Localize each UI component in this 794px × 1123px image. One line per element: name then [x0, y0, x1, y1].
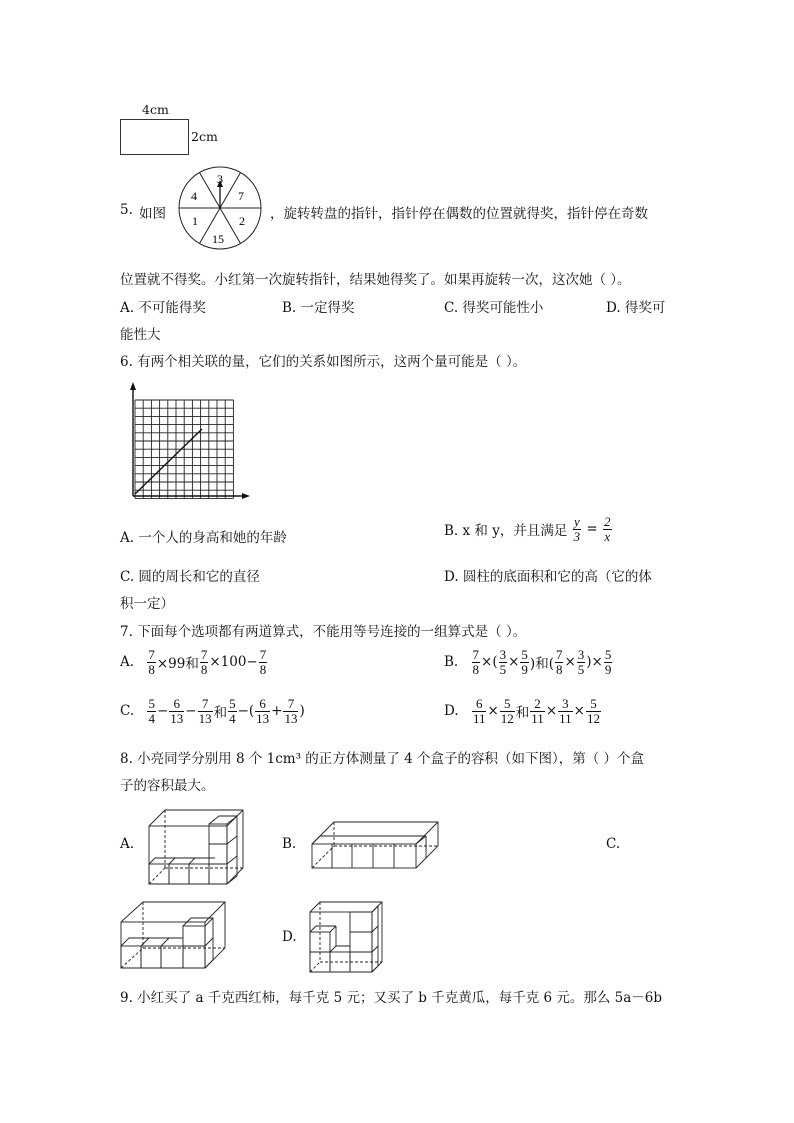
spinner-number: 1: [192, 214, 198, 228]
q8-option-d-label[interactable]: D.: [282, 929, 297, 945]
q5-line2: 位置就不得奖。小红第一次旋转指针，结果她得奖了。如果再旋转一次，这次她（ ）。: [120, 272, 631, 288]
q8-line1: 8. 小亮同学分别用 8 个 1cm³ 的正方体测量了 4 个盒子的容积（如下图），第（ ）个盒: [120, 751, 645, 767]
q8-option-b-label[interactable]: B.: [282, 836, 297, 852]
q5-option-a[interactable]: A. 不可能得奖: [120, 300, 206, 316]
q5-post: ，旋转转盘的指针，指针停在偶数的位置就得奖，指针停在奇数: [270, 206, 648, 222]
q7-option-b[interactable]: B. $\frac{7}{8}$ ×( $\frac{3}{5}$ × $\frac{5}{9}$ )和( $\frac{7}{8}$ × $\frac{3}{5}$ )× $\frac{5}{9}$: [444, 647, 612, 677]
box-a-figure: [147, 806, 247, 886]
spinner-figure: [176, 166, 264, 250]
q8-option-a-label[interactable]: A.: [120, 836, 135, 852]
q8-line2: 子的容积最大。: [120, 778, 215, 794]
q6-question: 6. 有两个相关联的量，它们的关系如图所示，这两个量可能是（ ）。: [120, 354, 527, 370]
q7-option-d[interactable]: D. $\frac{6}{11}$ × $\frac{5}{12}$ 和 $\frac{2}{11}$ × $\frac{3}{11}$ × $\frac{5}{12}$: [444, 696, 600, 726]
spinner-number: 2: [239, 214, 245, 228]
spinner-number: 7: [238, 189, 244, 203]
q8-option-c-label[interactable]: C.: [606, 836, 621, 852]
box-d-figure: [308, 900, 384, 974]
proportional-line: [135, 429, 202, 494]
box-c-figure: [119, 900, 229, 970]
spinner-number: 3: [217, 172, 223, 186]
spinner-number: 4: [191, 189, 197, 203]
x-axis-arrow-icon: [242, 493, 250, 499]
box-b-figure: [310, 820, 442, 870]
q9-question: 9. 小红买了 a 千克西红柿，每千克 5 元；又买了 b 千克黄瓜，每千克 6 元。那么 5a－6b: [120, 990, 663, 1006]
y-axis-arrow-icon: [130, 382, 136, 390]
q7-option-a[interactable]: A. $\frac{7}{8}$ ×99和 $\frac{7}{8}$ ×100− $\frac{7}{8}$: [120, 647, 267, 677]
q6-grid-graph: [122, 380, 252, 500]
q5-option-d[interactable]: D. 得奖可: [606, 300, 666, 316]
q5-option-c[interactable]: C. 得奖可能性小: [444, 300, 544, 316]
q6-option-b[interactable]: B. x 和 y，并且满足 $\frac{y}{3}$ = $\frac{2}{x}$: [444, 514, 611, 544]
q6-option-d[interactable]: D. 圆柱的底面积和它的高（它的体: [444, 569, 652, 585]
rect-height-label: 2cm: [191, 129, 218, 144]
q5-pre: 如图: [139, 206, 166, 222]
q6-option-a[interactable]: A. 一个人的身高和她的年龄: [120, 530, 287, 546]
rectangle-shape: [120, 119, 189, 155]
q5-option-b[interactable]: B. 一定得奖: [282, 300, 355, 316]
q6-option-b-text: B. x 和 y，并且满足: [444, 523, 568, 540]
rect-width-label: 4cm: [142, 102, 169, 117]
q5-number: 5.: [120, 202, 133, 218]
q5-option-d-cont: 能性大: [120, 327, 161, 343]
spinner-number: 15: [212, 232, 224, 246]
q6-option-c[interactable]: C. 圆的周长和它的直径: [120, 569, 260, 585]
q7-option-c[interactable]: C. $\frac{5}{4}$ − $\frac{6}{13}$ − $\frac{7}{13}$ 和 $\frac{5}{4}$ −( $\frac{6}{13}$ + $\frac{7}{13}$ ): [120, 696, 305, 726]
q7-question: 7. 下面每个选项都有两道算式，不能用等号连接的一组算式是（ ）。: [120, 624, 527, 640]
q6-option-d-cont: 积一定）: [120, 596, 174, 612]
